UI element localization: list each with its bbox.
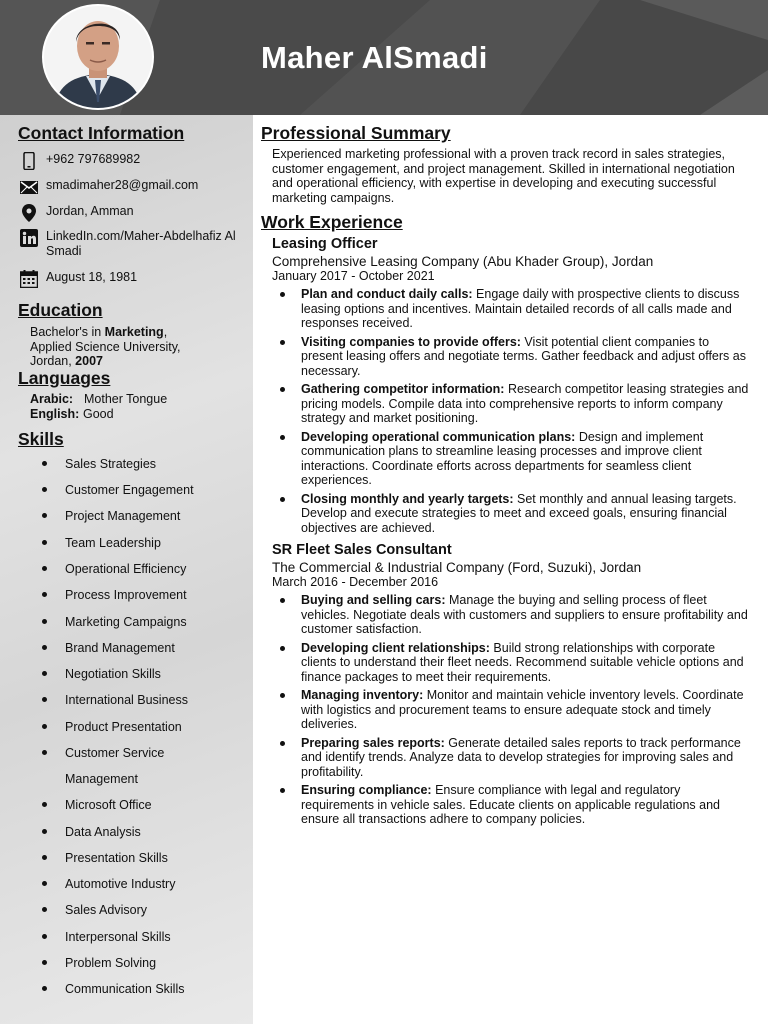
contact-section-title: Contact Information — [18, 123, 185, 143]
phone-text: +962 797689982 — [46, 152, 141, 166]
contact-birthdate — [18, 270, 137, 288]
profile-photo — [42, 4, 154, 110]
degree-comma: , — [163, 325, 168, 339]
duty-item: Preparing sales reports: Generate detailed sales reports to track performance and identify trends. Analyze data to develop strategies for improving sales and profitability. — [272, 736, 752, 780]
linkedin-icon — [18, 229, 40, 247]
summary-text: Experienced marketing professional with a proven track record in sales strategies, customer engagement, and project management. Skilled in international negotiation and operational efficiency, with expertise in developing and executing successful marketing campaigns. — [272, 147, 735, 205]
duty-item: Plan and conduct daily calls: Engage daily with prospective clients to discuss leasing options and incentives. Maintain detailed records of all calls made and responses received. — [272, 287, 752, 331]
birthdate-text: August 18, 1981 — [46, 270, 138, 284]
calendar-icon — [18, 270, 40, 288]
left-sidebar: Contact Information +962 797689982 smadimaher28@gmail.com Jordan, Amman LinkedIn.com/Maher-Abdelhafiz Al Smadi August 18, 1981 Education Bachelor's in Marketing, Applied Science University, Jordan, 2007 Languages Arabic: Mother Tongue English: Good Skills Sales Strategies Customer Engagement Project Management Team Leadership Operational Efficiency Process Improvement Marketing Campaigns Brand Management Negotiation Skills International Business Product Presentation Customer Service Management Microsoft Office Data Analysis Presentation Skills Automotive Industry Sales Advisory Interpersonal Skills Problem Solving Communication Skills — [0, 115, 253, 1024]
school-location: Jordan, — [30, 354, 76, 368]
degree-prefix: Bachelor's in — [30, 325, 105, 339]
duty-item: Visiting companies to provide offers: Visit potential client companies to present leasing offers and negotiate terms. Gather feedback and adjust offers as necessary. — [272, 335, 752, 379]
location-text: Jordan, Amman — [46, 204, 134, 218]
languages-list — [30, 392, 167, 422]
contact-location — [18, 204, 134, 222]
duty-item: Gathering competitor information: Research competitor leasing strategies and pricing models. Compile data into comprehensive reports to inform company strategy and market positioning. — [272, 382, 752, 426]
email-text: smadimaher28@gmail.com — [46, 178, 199, 192]
contact-linkedin — [18, 229, 246, 259]
duty-item: Closing monthly and yearly targets: Set monthly and annual leasing targets. Develop and execute strategies to meet and exceed goals, ensuring financial objectives are achieved. — [272, 492, 752, 536]
linkedin-text[interactable]: LinkedIn.com/Maher-Abdelhafiz Al Smadi — [46, 229, 236, 258]
job-title: Leasing Officer — [272, 236, 378, 252]
duty-item: Ensuring compliance: Ensure compliance with legal and regulatory requirements in vehicle sales. Educate clients on applicable regulations and ensure all transactions adhere to company policies. — [272, 783, 752, 827]
language-level: Good — [83, 407, 114, 421]
resume-header — [0, 0, 768, 115]
contact-email — [18, 178, 198, 196]
job-company: The Commercial & Industrial Company (Ford, Suzuki), Jordan — [272, 560, 642, 575]
language-name: English: — [30, 407, 80, 421]
education-entry — [30, 325, 230, 369]
phone-icon — [18, 152, 40, 170]
summary-section-title: Professional Summary — [261, 123, 451, 143]
experience-section-title: Work Experience — [261, 212, 403, 232]
duty-item: Managing inventory: Monitor and maintain vehicle inventory levels. Coordinate with logistics and procurement teams to ensure adequate stock and timely deliveries. — [272, 688, 752, 732]
language-item — [30, 407, 167, 422]
language-item — [30, 392, 167, 407]
duty-item: Developing client relationships: Build strong relationships with corporate clients to understand their fleet needs. Recommend suitable vehicle options and finance packages to meet their requirements. — [272, 641, 752, 685]
languages-section-title: Languages — [18, 368, 111, 388]
job-dates: March 2016 - December 2016 — [272, 575, 439, 589]
degree-major: Marketing — [104, 325, 164, 339]
job-duties-list — [272, 593, 752, 831]
education-section-title: Education — [18, 300, 103, 320]
school-name: Applied Science University, — [30, 339, 181, 354]
job-company: Comprehensive Leasing Company (Abu Khader Group), Jordan — [272, 254, 654, 269]
job-dates: January 2017 - October 2021 — [272, 269, 435, 283]
language-level: Mother Tongue — [84, 392, 168, 406]
contact-phone — [18, 152, 140, 170]
job-duties-list — [272, 287, 752, 539]
skills-section-title: Skills — [18, 429, 64, 449]
graduation-year: 2007 — [75, 354, 103, 368]
candidate-name: Maher AlSmadi — [261, 40, 488, 75]
job-title: SR Fleet Sales Consultant — [272, 542, 452, 558]
duty-item: Developing operational communication plans: Design and implement communication plans to streamline leasing processes and improve client interactions. Coordinate efforts across departments for seamless client experiences. — [272, 430, 752, 488]
location-pin-icon — [18, 204, 40, 222]
language-name: Arabic: — [30, 392, 74, 406]
duty-item: Buying and selling cars: Manage the buying and selling process of fleet vehicles. Negotiate deals with customers and suppliers to ensure profitability and customer satisfaction. — [272, 593, 752, 637]
email-icon — [18, 178, 40, 196]
